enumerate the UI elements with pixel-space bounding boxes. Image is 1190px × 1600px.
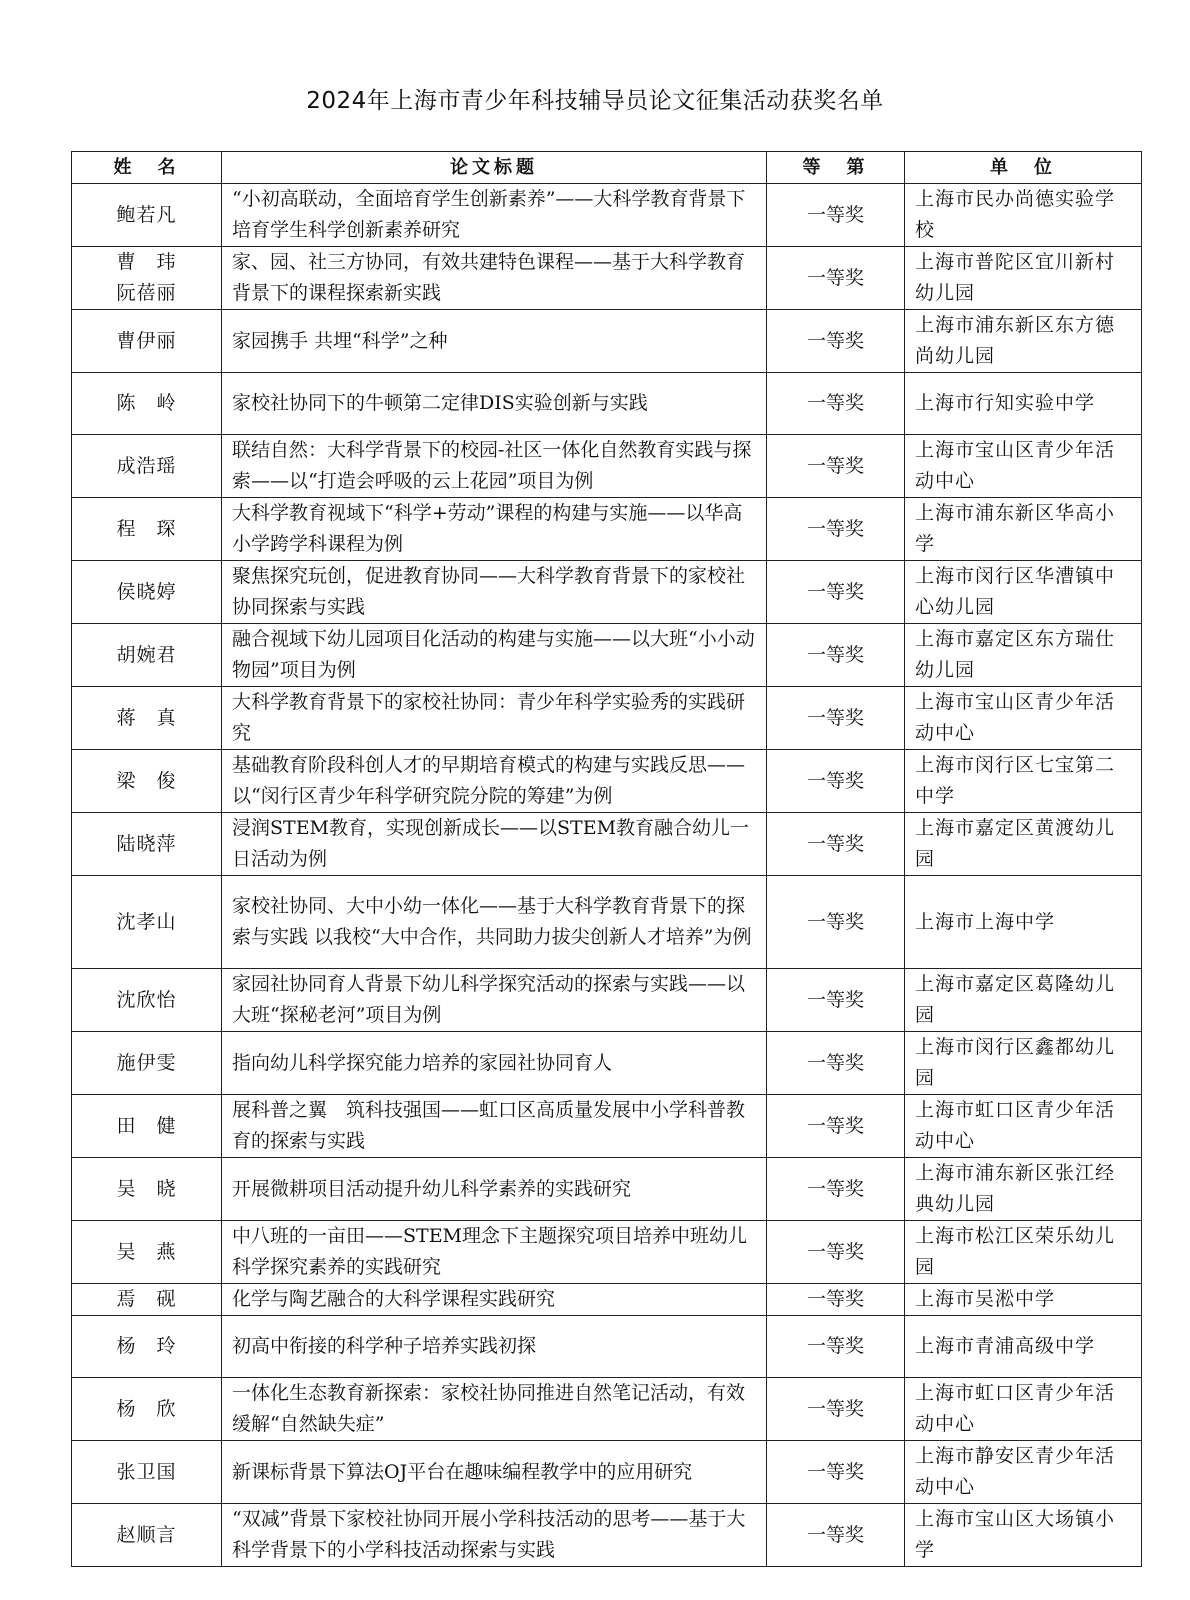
table-row bbox=[72, 687, 1142, 750]
unit-cell: 上海市闵行区鑫都幼儿园 bbox=[905, 1032, 1142, 1095]
title-cell: 开展微耕项目活动提升幼儿科学素养的实践研究 bbox=[222, 1158, 767, 1221]
name-cell: 曹伊丽 bbox=[72, 310, 222, 373]
name-cell: 焉 砚 bbox=[72, 1284, 222, 1316]
name-cell: 陆晓萍 bbox=[72, 813, 222, 876]
title-cell: 家、园、社三方协同，有效共建特色课程——基于大科学教育背景下的课程探索新实践 bbox=[222, 247, 767, 310]
table-row bbox=[72, 1378, 1142, 1441]
award-cell: 一等奖 bbox=[767, 561, 905, 624]
table-row bbox=[72, 1441, 1142, 1504]
unit-cell: 上海市浦东新区张江经典幼儿园 bbox=[905, 1158, 1142, 1221]
name-cell: 吴 燕 bbox=[72, 1221, 222, 1284]
award-cell: 一等奖 bbox=[767, 310, 905, 373]
award-cell: 一等奖 bbox=[767, 1378, 905, 1441]
award-cell: 一等奖 bbox=[767, 1441, 905, 1504]
name-cell: 吴 晓 bbox=[72, 1158, 222, 1221]
unit-cell: 上海市普陀区宜川新村幼儿园 bbox=[905, 247, 1142, 310]
table-row bbox=[72, 184, 1142, 247]
unit-cell: 上海市宝山区大场镇小学 bbox=[905, 1504, 1142, 1567]
title-cell: 展科普之翼 筑科技强国——虹口区高质量发展中小学科普教育的探索与实践 bbox=[222, 1095, 767, 1158]
award-cell: 一等奖 bbox=[767, 1284, 905, 1316]
table-row bbox=[72, 624, 1142, 687]
table-row bbox=[72, 1221, 1142, 1284]
title-cell: 家校社协同、大中小幼一体化——基于大科学教育背景下的探索与实践 以我校“大中合作，共同助力拔尖创新人才培养”为例 bbox=[222, 876, 767, 969]
unit-cell: 上海市吴淞中学 bbox=[905, 1284, 1142, 1316]
title-cell: 浸润STEM教育，实现创新成长——以STEM教育融合幼儿一日活动为例 bbox=[222, 813, 767, 876]
name-cell: 程 琛 bbox=[72, 498, 222, 561]
award-cell: 一等奖 bbox=[767, 876, 905, 969]
title-cell: 联结自然：大科学背景下的校园-社区一体化自然教育实践与探索——以“打造会呼吸的云上花园”项目为例 bbox=[222, 435, 767, 498]
unit-cell: 上海市松江区荣乐幼儿园 bbox=[905, 1221, 1142, 1284]
unit-cell: 上海市民办尚德实验学校 bbox=[905, 184, 1142, 247]
award-cell: 一等奖 bbox=[767, 247, 905, 310]
name-cell: 曹 玮 阮蓓丽 bbox=[72, 247, 222, 310]
unit-cell: 上海市嘉定区黄渡幼儿园 bbox=[905, 813, 1142, 876]
awards-table bbox=[71, 151, 1142, 1567]
table-row bbox=[72, 310, 1142, 373]
unit-cell: 上海市宝山区青少年活动中心 bbox=[905, 687, 1142, 750]
title-cell: 一体化生态教育新探索：家校社协同推进自然笔记活动，有效缓解“自然缺失症” bbox=[222, 1378, 767, 1441]
table-row bbox=[72, 1316, 1142, 1378]
table-row bbox=[72, 561, 1142, 624]
name-cell: 沈欣怡 bbox=[72, 969, 222, 1032]
name-cell: 蒋 真 bbox=[72, 687, 222, 750]
name-cell: 侯晓婷 bbox=[72, 561, 222, 624]
award-cell: 一等奖 bbox=[767, 184, 905, 247]
award-cell: 一等奖 bbox=[767, 624, 905, 687]
title-cell: 中八班的一亩田——STEM理念下主题探究项目培养中班幼儿科学探究素养的实践研究 bbox=[222, 1221, 767, 1284]
table-row bbox=[72, 969, 1142, 1032]
title-cell: 大科学教育背景下的家校社协同：青少年科学实验秀的实践研究 bbox=[222, 687, 767, 750]
unit-cell: 上海市嘉定区葛隆幼儿园 bbox=[905, 969, 1142, 1032]
unit-cell: 上海市静安区青少年活动中心 bbox=[905, 1441, 1142, 1504]
table-row bbox=[72, 435, 1142, 498]
award-cell: 一等奖 bbox=[767, 1504, 905, 1567]
title-cell: 家园携手 共埋“科学”之种 bbox=[222, 310, 767, 373]
name-cell: 田 健 bbox=[72, 1095, 222, 1158]
title-cell: 大科学教育视域下“科学+劳动”课程的构建与实施——以华高小学跨学科课程为例 bbox=[222, 498, 767, 561]
award-cell: 一等奖 bbox=[767, 435, 905, 498]
name-cell: 陈 岭 bbox=[72, 373, 222, 435]
table-row bbox=[72, 813, 1142, 876]
award-cell: 一等奖 bbox=[767, 498, 905, 561]
name-cell: 杨 欣 bbox=[72, 1378, 222, 1441]
name-cell: 沈孝山 bbox=[72, 876, 222, 969]
table-row bbox=[72, 1504, 1142, 1567]
title-cell: 化学与陶艺融合的大科学课程实践研究 bbox=[222, 1284, 767, 1316]
unit-cell: 上海市嘉定区东方瑞仕幼儿园 bbox=[905, 624, 1142, 687]
award-cell: 一等奖 bbox=[767, 1221, 905, 1284]
award-cell: 一等奖 bbox=[767, 1095, 905, 1158]
name-cell: 杨 玲 bbox=[72, 1316, 222, 1378]
unit-cell: 上海市虹口区青少年活动中心 bbox=[905, 1378, 1142, 1441]
table-row bbox=[72, 247, 1142, 310]
unit-cell: 上海市上海中学 bbox=[905, 876, 1142, 969]
unit-cell: 上海市行知实验中学 bbox=[905, 373, 1142, 435]
award-cell: 一等奖 bbox=[767, 1316, 905, 1378]
unit-cell: 上海市闵行区华漕镇中心幼儿园 bbox=[905, 561, 1142, 624]
header-unit: 单 位 bbox=[905, 152, 1142, 184]
title-cell: 聚焦探究玩创，促进教育协同——大科学教育背景下的家校社协同探索与实践 bbox=[222, 561, 767, 624]
award-cell: 一等奖 bbox=[767, 1032, 905, 1095]
table-row bbox=[72, 750, 1142, 813]
table-row bbox=[72, 1095, 1142, 1158]
name-cell: 胡婉君 bbox=[72, 624, 222, 687]
unit-cell: 上海市闵行区七宝第二中学 bbox=[905, 750, 1142, 813]
table-row bbox=[72, 876, 1142, 969]
name-cell: 梁 俊 bbox=[72, 750, 222, 813]
title-cell: “双减”背景下家校社协同开展小学科技活动的思考——基于大科学背景下的小学科技活动探索与实践 bbox=[222, 1504, 767, 1567]
title-cell: 初高中衔接的科学种子培养实践初探 bbox=[222, 1316, 767, 1378]
unit-cell: 上海市虹口区青少年活动中心 bbox=[905, 1095, 1142, 1158]
title-cell: 指向幼儿科学探究能力培养的家园社协同育人 bbox=[222, 1032, 767, 1095]
title-cell: “小初高联动，全面培育学生创新素养”——大科学教育背景下培育学生科学创新素养研究 bbox=[222, 184, 767, 247]
header-row bbox=[72, 152, 1142, 184]
title-cell: 新课标背景下算法OJ平台在趣味编程教学中的应用研究 bbox=[222, 1441, 767, 1504]
header-title: 论文标题 bbox=[222, 152, 767, 184]
table-row bbox=[72, 1284, 1142, 1316]
award-cell: 一等奖 bbox=[767, 687, 905, 750]
award-cell: 一等奖 bbox=[767, 969, 905, 1032]
award-cell: 一等奖 bbox=[767, 813, 905, 876]
unit-cell: 上海市浦东新区华高小学 bbox=[905, 498, 1142, 561]
title-cell: 基础教育阶段科创人才的早期培育模式的构建与实践反思——以“闵行区青少年科学研究院分院的筹建”为例 bbox=[222, 750, 767, 813]
award-cell: 一等奖 bbox=[767, 1158, 905, 1221]
table-row bbox=[72, 498, 1142, 561]
unit-cell: 上海市浦东新区东方德尚幼儿园 bbox=[905, 310, 1142, 373]
name-cell: 成浩瑶 bbox=[72, 435, 222, 498]
table-row bbox=[72, 373, 1142, 435]
title-cell: 家园社协同育人背景下幼儿科学探究活动的探索与实践——以大班“探秘老河”项目为例 bbox=[222, 969, 767, 1032]
unit-cell: 上海市宝山区青少年活动中心 bbox=[905, 435, 1142, 498]
table-row bbox=[72, 1158, 1142, 1221]
unit-cell: 上海市青浦高级中学 bbox=[905, 1316, 1142, 1378]
header-name: 姓 名 bbox=[72, 152, 222, 184]
name-cell: 张卫国 bbox=[72, 1441, 222, 1504]
award-cell: 一等奖 bbox=[767, 750, 905, 813]
title-cell: 融合视域下幼儿园项目化活动的构建与实施——以大班“小小动物园”项目为例 bbox=[222, 624, 767, 687]
award-cell: 一等奖 bbox=[767, 373, 905, 435]
name-cell: 赵顺言 bbox=[72, 1504, 222, 1567]
name-cell: 鲍若凡 bbox=[72, 184, 222, 247]
name-cell: 施伊雯 bbox=[72, 1032, 222, 1095]
table-row bbox=[72, 1032, 1142, 1095]
document-title: 2024年上海市青少年科技辅导员论文征集活动获奖名单 bbox=[306, 88, 884, 114]
header-award: 等 第 bbox=[767, 152, 905, 184]
title-cell: 家校社协同下的牛顿第二定律DIS实验创新与实践 bbox=[222, 373, 767, 435]
